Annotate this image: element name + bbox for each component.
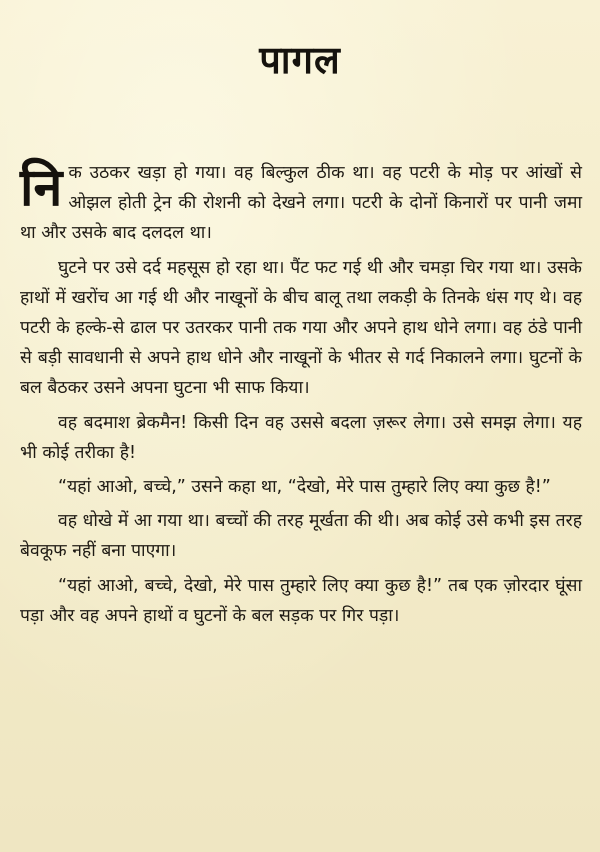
paragraph-6: “यहां आओ, बच्चे, देखो, मेरे पास तुम्हारे लिए क्या कुछ है!” तब एक ज़ोरदार घूंसा पड़ा और वह अपने हाथों व घुटनों के बल सड़क पर गिर पड़ा। [20,575,582,626]
paragraph-4: “यहां आओ, बच्चे,” उसने कहा था, “देखो, मेरे पास तुम्हारे लिए क्या कुछ है!” [58,477,551,498]
paragraph-1 [20,158,582,249]
drop-cap: नि [20,158,63,218]
paragraph-1-text: क उठकर खड़ा हो गया। वह बिल्कुल ठीक था। वह पटरी के मोड़ पर आंखों से ओझल होती ट्रेन की रोशनी को देखने लगा। पटरी के दोनों किनारों पर पानी जमा था और उसके बाद दलदल था। [20,163,582,244]
chapter-body [20,158,582,635]
paragraph-5: वह धोखे में आ गया था। बच्चों की तरह मूर्खता की थी। अब कोई उसे कभी इस तरह बेवकूफ नहीं बना पाएगा। [20,511,582,562]
paragraph-3: वह बदमाश ब्रेकमैन! किसी दिन वह उससे बदला ज़रूर लेगा। उसे समझ लेगा। यह भी कोई तरीका है! [20,412,582,463]
paragraph-2: घुटने पर उसे दर्द महसूस हो रहा था। पैंट फट गई थी और चमड़ा चिर गया था। उसके हाथों में खरोंच आ गई थी और नाखूनों के बीच बालू तथा लकड़ी के तिनके धंस गए थे। वह पटरी के हल्के-से ढाल पर उतरकर पानी तक गया और अपने हाथ धोने लगा। वह ठंडे पानी से बड़ी सावधानी से अपने हाथ धोने और नाखूनों के भीतर से गर्द निकालने लगा। घुटनों के बल बैठकर उसने अपना घुटना भी साफ किया। [20,257,582,399]
chapter-title: पागल [259,38,341,82]
